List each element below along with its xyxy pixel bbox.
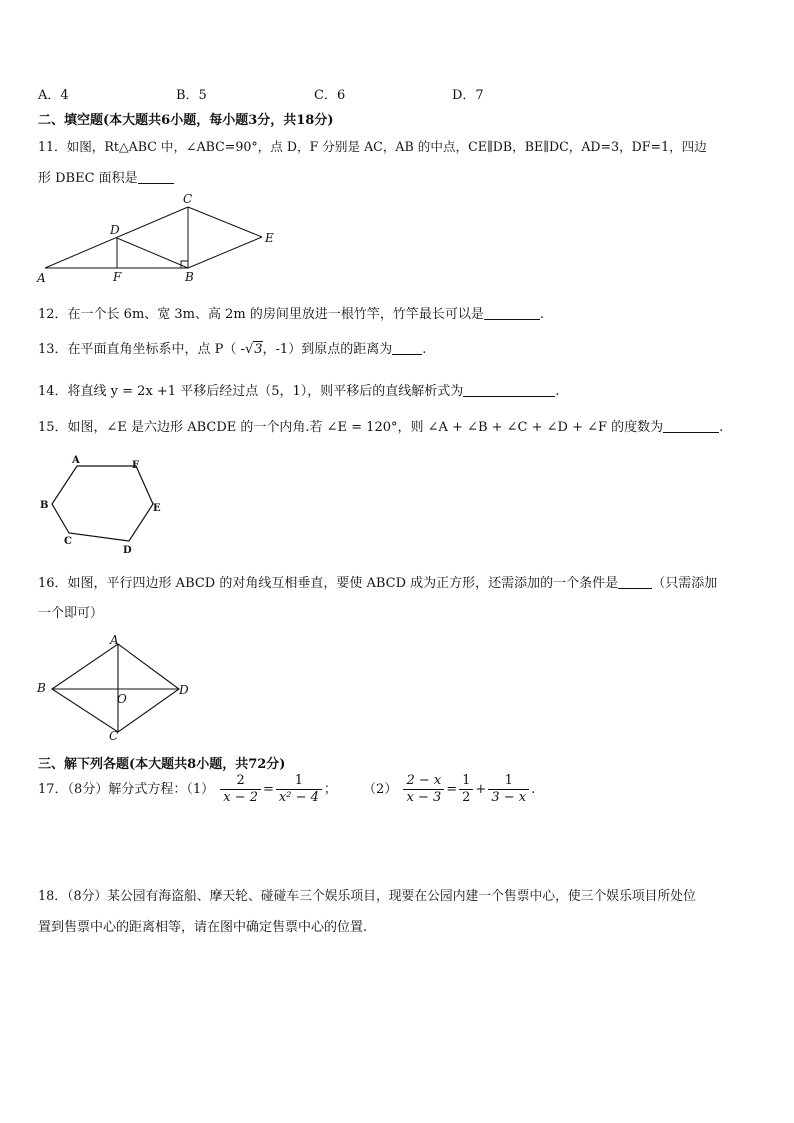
q17-line: 17．（8分）解分式方程：（1） $\frac{2}{x - 2}$ = $\frac{1}{\text{x² − 4}}$ ； （2） $\frac{2 - x}{x - 3}$ = $\frac{1}{2}$ + $\frac{1}{3 - x}$ .: [38, 773, 536, 805]
q16-label-c: C: [109, 729, 119, 743]
q11-label-e: E: [265, 231, 274, 245]
q13-radicand: 3: [254, 342, 263, 357]
q16-text-b: （只需添加: [652, 576, 718, 591]
q11-segment-ce: [188, 207, 262, 237]
q11-answer-blank: [138, 171, 174, 184]
q11-line2: [38, 167, 174, 186]
q15-text: 15．如图，∠E 是六边形 ABCDE 的一个内角.若 ∠E = 120°，则 ∠A + ∠B + ∠C + ∠D + ∠F 的度数为: [38, 420, 664, 435]
section-2-title: 二、填空题(本大题共6小题，每小题3分，共18分): [38, 113, 334, 128]
q15-label-b: B: [40, 500, 49, 511]
q17-eq2-frac1: [403, 773, 444, 806]
q16-line2: 一个即可）: [38, 606, 104, 621]
q15-line: [38, 416, 723, 435]
option-a: A．4: [38, 88, 69, 103]
q15-label-d: D: [123, 545, 132, 556]
q14-line: [38, 380, 559, 399]
q11-label-f: F: [113, 270, 122, 284]
q16-label-o: O: [117, 692, 127, 706]
q17-eq1-den2: x² − 4: [278, 790, 319, 805]
q15-label-a: A: [72, 455, 80, 466]
q11-segment-db: [117, 238, 188, 268]
q15-label-f: F: [132, 460, 140, 471]
q15-tail: .: [719, 420, 724, 435]
q13-tail: .: [422, 342, 427, 357]
section-3-title: 三、解下列各题(本大题共8小题，共72分): [38, 757, 286, 772]
option-c: C．6: [314, 88, 346, 103]
q16-figure: [34, 632, 196, 744]
q15-label-e: E: [153, 503, 161, 514]
q14-answer-blank: [463, 384, 555, 397]
q17-eq2-den3: 3 − x: [491, 790, 527, 805]
option-d: D．7: [452, 88, 484, 103]
q11-figure: [30, 192, 290, 284]
q17-eq2-den1: x − 3: [406, 790, 442, 805]
q12-line: [38, 303, 544, 322]
q11-line1: 11．如图，Rt△ABC 中，∠ABC=90°，点 D，F 分别是 AC，AB 的中点，CE∥DB，BE∥DC，AD=3，DF=1，四边: [38, 139, 707, 154]
q17-eq2-num2: 1: [459, 773, 473, 790]
q16-label-a: A: [110, 633, 119, 647]
q17-eq2-num1: 2 − x: [403, 773, 444, 790]
q17-eq1-num2: 1: [276, 773, 322, 790]
q17-eq1-num1: 2: [220, 773, 261, 790]
q13-post: ，-1）到原点的距离为: [262, 342, 393, 357]
q14-tail: .: [555, 384, 560, 399]
option-b: B．5: [176, 88, 207, 103]
q13-pre: 13．在平面直角坐标系中，点 P（ -: [38, 342, 245, 357]
q13-sqrt: √3: [244, 342, 263, 357]
q17-eq2-num3: 1: [488, 773, 529, 790]
q16-text: 16．如图，平行四边形 ABCD 的对角线互相垂直，要使 ABCD 成为正方形，还需添加的一个条件是: [38, 576, 619, 591]
q16-rhombus: [52, 644, 179, 732]
q13-line: [38, 338, 426, 357]
q15-label-c: C: [64, 536, 72, 547]
q12-tail: .: [539, 307, 545, 322]
q12-answer-blank: [484, 307, 540, 320]
q12-text: 12．在一个长 6m、宽 3m、高 2m 的房间里放进一根竹竿，竹竿最长可以是: [38, 307, 484, 322]
q17-eq2-frac3: [488, 773, 529, 806]
q11-segment-be: [188, 237, 262, 268]
q17-part2: （2）: [363, 782, 398, 797]
q16-answer-blank: [618, 576, 652, 589]
q11-label-c: C: [183, 192, 193, 206]
q14-pre: 14．将直线 y = 2x +1 平移后经过点（5，1），则平移后的直线解析式为: [38, 384, 464, 399]
q16-label-b: B: [37, 681, 46, 695]
q18-line2: 置到售票中心的距离相等，请在图中确定售票中心的位置.: [38, 920, 368, 935]
q17-eq1-frac1: [220, 773, 261, 806]
q17-end: .: [531, 782, 536, 797]
q16-line1: [38, 572, 717, 591]
q15-answer-blank: [663, 420, 719, 433]
q17-eq1-den1: x − 2: [223, 790, 258, 805]
q16-label-d: D: [179, 683, 189, 697]
q17-eq1-frac2: [276, 773, 322, 806]
q15-hexagon: [52, 466, 153, 541]
q17-pre: 17．（8分）解分式方程：（1）: [38, 782, 215, 797]
q11-label-b: B: [185, 270, 194, 284]
q11-line2-text: 形 DBEC 面积是: [38, 171, 138, 186]
q17-separator: ；: [323, 782, 337, 797]
q13-answer-blank: [392, 342, 422, 355]
q15-hexagon-figure: [36, 452, 168, 556]
q17-eq2-den2: 2: [462, 790, 471, 805]
q17-eq2-frac2: [459, 773, 473, 806]
q11-label-d: D: [110, 223, 120, 237]
q18-line1: 18．（8分）某公园有海盗船、摩天轮、碰碰车三个娱乐项目，现要在公园内建一个售票中心，使三个娱乐项目所处位: [38, 889, 696, 904]
q11-label-a: A: [37, 271, 46, 284]
